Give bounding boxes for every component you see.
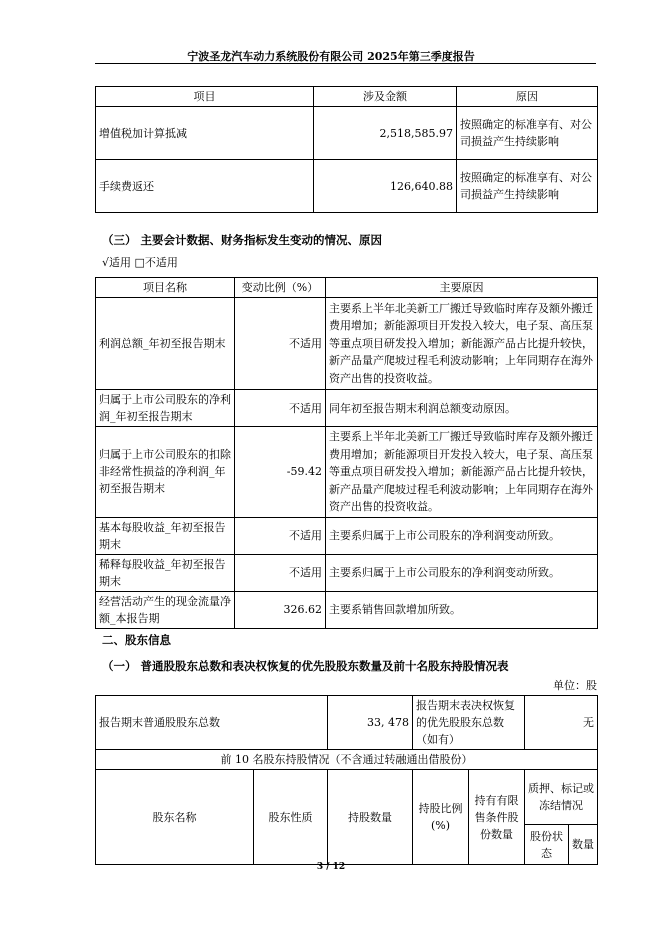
row-reason: 按照确定的标准享有、对公司损益产生持续影响 [457,107,598,160]
table-row [96,298,598,390]
row-ratio: 326.62 [235,591,326,628]
row-name: 稀释每股收益_年初至报告期末 [96,554,235,591]
table-row [96,390,598,427]
table-row [96,554,598,591]
row-ratio: 不适用 [235,554,326,591]
row-name: 基本每股收益_年初至报告期末 [96,517,235,554]
row-reason: 主要系归属于上市公司股东的净利润变动所致。 [326,554,598,591]
row-ratio: -59.42 [235,427,326,518]
table-row [96,427,598,518]
col-restricted: 持有有限售条件股份数量 [469,770,525,865]
row-reason: 主要系归属于上市公司股东的净利润变动所致。 [326,517,598,554]
row-reason: 主要系上半年北美新工厂搬迁导致临时库存及额外搬迁费用增加；新能源项目开发投入较大，电子泵、高压泵等重点项目研发投入增加；新能源产品占比提升较快，新产品量产爬坡过程毛利波动影响；上年同期存在海外资产出售的投资收益。 [326,298,598,390]
row-reason: 按照确定的标准享有、对公司损益产生持续影响 [457,160,598,213]
pref-holders-label: 报告期末表决权恢复的优先股股东总数（如有） [413,696,525,750]
total-holders-label: 报告期末普通股股东总数 [96,696,328,750]
page-header-title: 宁波圣龙汽车动力系统股份有限公司 2025年第三季度报告 [187,50,475,63]
row-item: 手续费返还 [96,160,314,213]
table-header-ratio: 变动比例（%） [235,278,326,298]
row-name: 归属于上市公司股东的扣除非经常性损益的净利润_年初至报告期末 [96,427,235,518]
row-amount: 2,518,585.97 [314,107,457,160]
pref-holders-value: 无 [525,696,598,750]
shareholders-table [95,695,598,865]
col-pledge-status: 股份状态 [525,825,569,865]
table-row [96,107,598,160]
unit-label: 单位：股 [553,679,597,692]
applicable-checkbox: √适用 □不适用 [102,256,178,269]
col-holder-name: 股东名称 [96,770,254,865]
col-ratio: 持股比例(%) [413,770,469,865]
top10-caption: 前 10 名股东持股情况（不含通过转融通出借股份） [96,750,598,770]
header-rule [95,63,596,64]
table-header-reason: 主要原因 [326,278,598,298]
row-ratio: 不适用 [235,517,326,554]
row-reason: 同年初至报告期末利润总额变动原因。 [326,390,598,427]
col-holder-nature: 股东性质 [254,770,328,865]
row-ratio: 不适用 [235,390,326,427]
table-row [96,160,598,213]
total-holders-value: 33, 478 [328,696,413,750]
row-item: 增值税加计算抵减 [96,107,314,160]
nonrecurring-table [95,86,598,213]
row-name: 利润总额_年初至报告期末 [96,298,235,390]
row-reason: 主要系销售回款增加所致。 [326,591,598,628]
table-header-name: 项目名称 [96,278,235,298]
row-name: 经营活动产生的现金流量净额_本报告期 [96,591,235,628]
table-row [96,591,598,628]
row-ratio: 不适用 [235,298,326,390]
section-heading-shareholders: 二、股东信息 [102,633,171,647]
col-shares: 持股数量 [328,770,413,865]
page-number: 3 / 12 [316,862,346,872]
section-title: （三） 主要会计数据、财务指标发生变动的情况、原因 [102,233,383,247]
table-header-item: 项目 [96,87,314,107]
table-header-amount: 涉及金额 [314,87,457,107]
table-header-reason: 原因 [457,87,598,107]
col-pledge-qty: 数量 [569,825,598,865]
row-amount: 126,640.88 [314,160,457,213]
table-row [96,517,598,554]
row-name: 归属于上市公司股东的净利润_年初至报告期末 [96,390,235,427]
change-table [95,277,598,629]
col-pledge: 质押、标记或冻结情况 [525,770,598,825]
row-reason: 主要系上半年北美新工厂搬迁导致临时库存及额外搬迁费用增加；新能源项目开发投入较大，电子泵、高压泵等重点项目研发投入增加；新能源产品占比提升较快，新产品量产爬坡过程毛利波动影响；上年同期存在海外资产出售的投资收益。 [326,427,598,518]
subsection-heading: （一） 普通股股东总数和表决权恢复的优先股股东数量及前十名股东持股情况表 [102,659,509,673]
